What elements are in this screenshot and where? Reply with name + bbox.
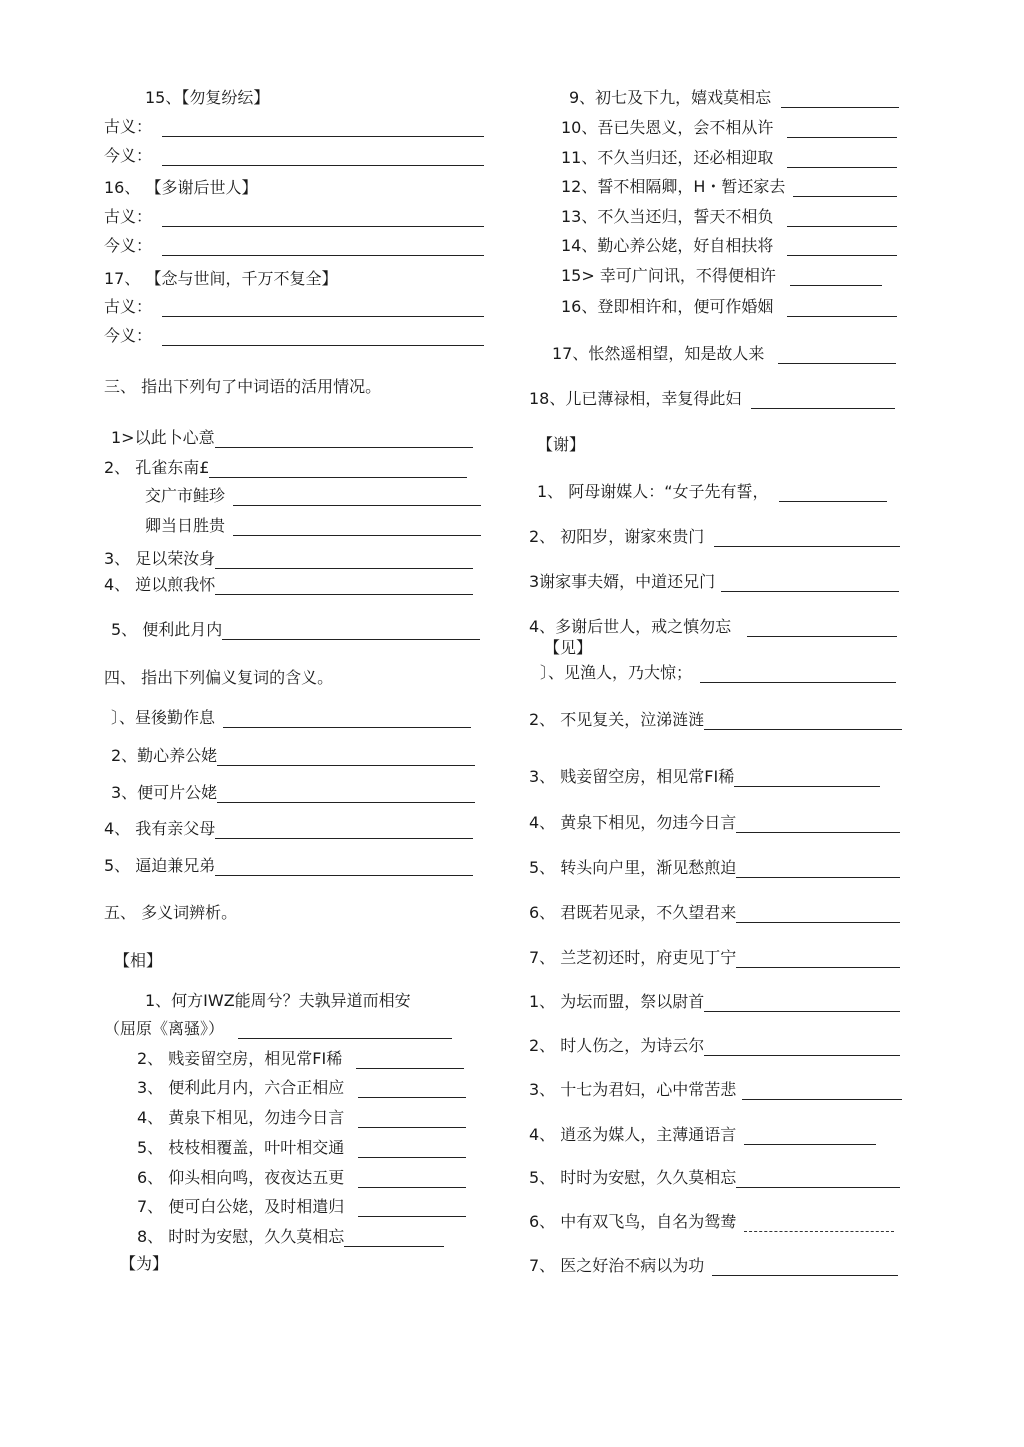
section-heading: 三、 指出下列句了中词语的活用情况。 xyxy=(104,377,382,396)
left-line xyxy=(104,903,237,923)
ancient-meaning-label: 古义： xyxy=(104,207,153,226)
vocab-item-heading: 15、【勿复纷纭】 xyxy=(145,88,270,107)
left-line xyxy=(104,269,337,289)
question-text: 2、 贱妾留空房，相见常FI稀 xyxy=(137,1049,343,1068)
question-text: 11、不久当归还，还必相迎取 xyxy=(561,148,774,167)
left-line xyxy=(111,746,475,766)
modern-meaning-label: 今义： xyxy=(104,146,153,165)
answer-blank[interactable] xyxy=(721,575,899,592)
left-line xyxy=(104,236,484,256)
answer-blank[interactable] xyxy=(222,623,480,640)
right-line xyxy=(561,177,897,197)
question-text: 8、 时时为安慰，久久莫相忘 xyxy=(137,1227,345,1246)
left-line xyxy=(120,1254,168,1274)
answer-blank[interactable] xyxy=(736,816,900,833)
left-line xyxy=(137,1078,466,1098)
question-text: 2、勤心养公姥 xyxy=(111,746,218,765)
section-heading: 五、 多义词辨析。 xyxy=(104,903,238,922)
question-text: 7、 兰芝初还时，府吏见丁宁 xyxy=(529,948,737,967)
answer-blank[interactable] xyxy=(358,1200,466,1217)
left-line xyxy=(104,326,484,346)
answer-blank[interactable] xyxy=(751,392,895,409)
left-line xyxy=(104,117,484,137)
left-line xyxy=(104,207,484,227)
modern-meaning-label: 今义： xyxy=(104,326,153,345)
left-line xyxy=(137,1168,466,1188)
question-text: 4、 逆以煎我怀 xyxy=(104,575,216,594)
question-text: 1>以此卜心意 xyxy=(111,428,215,447)
answer-blank[interactable] xyxy=(742,1083,902,1100)
question-text: 3、 足以荣汝身 xyxy=(104,549,216,568)
right-line xyxy=(529,1036,900,1056)
question-text: 2、 孔雀东南£ xyxy=(104,458,210,477)
question-text: 1、何方IWZ能周兮？夫孰异道而相安 xyxy=(145,991,411,1010)
left-line xyxy=(145,88,269,108)
answer-blank[interactable] xyxy=(747,620,897,637)
answer-blank[interactable] xyxy=(787,151,897,168)
right-line xyxy=(529,527,900,547)
right-line xyxy=(529,710,902,730)
answer-blank[interactable] xyxy=(781,91,899,108)
right-line xyxy=(529,1212,894,1232)
question-text: 15> 幸可广问讯，不得便相许 xyxy=(561,266,776,285)
left-line xyxy=(145,991,411,1011)
left-line xyxy=(104,856,473,876)
right-line xyxy=(561,118,897,138)
left-line xyxy=(111,783,475,803)
answer-blank[interactable] xyxy=(162,300,484,317)
answer-blank[interactable] xyxy=(704,1039,900,1056)
question-text: 卿当日胜贵 xyxy=(145,516,226,535)
question-text: 6、 仰头相向鸣，夜夜达五更 xyxy=(137,1168,345,1187)
answer-blank[interactable] xyxy=(233,519,481,536)
question-text: 4、多谢后世人，戒之慎勿忘 xyxy=(529,617,732,636)
answer-blank[interactable] xyxy=(787,210,897,227)
question-text: 4、 我有亲父母 xyxy=(104,819,216,838)
right-line xyxy=(537,435,585,455)
section-heading: 四、 指出下列偏义复词的含义。 xyxy=(104,668,334,687)
question-text: 1、 阿母谢媒人：“女子先有誓， xyxy=(537,482,769,501)
answer-blank[interactable] xyxy=(344,1230,444,1247)
question-text: 4、 黄泉下相见，勿违今日言 xyxy=(137,1108,345,1127)
right-line xyxy=(569,88,899,108)
right-line xyxy=(561,266,882,286)
right-line xyxy=(529,767,880,787)
left-line xyxy=(104,549,473,569)
question-text: 9、初七及下九，嬉戏莫相忘 xyxy=(569,88,772,107)
left-line xyxy=(104,146,484,166)
left-line xyxy=(104,1019,452,1039)
right-line xyxy=(529,992,900,1012)
answer-blank[interactable] xyxy=(736,951,900,968)
answer-blank[interactable] xyxy=(736,1171,900,1188)
answer-blank[interactable] xyxy=(217,786,475,803)
right-line xyxy=(561,297,897,317)
question-text: 3、 贱妾留空房，相见常FI稀 xyxy=(529,767,735,786)
right-line xyxy=(529,617,897,637)
answer-blank[interactable] xyxy=(162,210,484,227)
right-line xyxy=(540,663,896,683)
answer-blank[interactable] xyxy=(356,1052,464,1069)
answer-blank[interactable] xyxy=(700,666,896,683)
answer-blank[interactable] xyxy=(215,859,473,876)
subsection-heading: 【为】 xyxy=(120,1254,169,1273)
question-text: 17、怅然遥相望，知是故人来 xyxy=(552,344,765,363)
question-text: 3、 便利此月内，六合正相应 xyxy=(137,1078,345,1097)
question-text: 2、 时人伤之，为诗云尔 xyxy=(529,1036,705,1055)
question-text: 7、 医之好治不病以为功 xyxy=(529,1256,705,1275)
left-line xyxy=(111,620,480,640)
answer-blank[interactable] xyxy=(162,329,484,346)
subsection-heading: 【相】 xyxy=(114,951,163,970)
question-text: 〕、见渔人，乃大惊； xyxy=(540,663,693,682)
subsection-heading: 【谢】 xyxy=(537,435,586,454)
question-text: 5、 便利此月内 xyxy=(111,620,223,639)
right-line xyxy=(529,903,900,923)
answer-blank[interactable] xyxy=(734,770,880,787)
right-line xyxy=(561,236,897,256)
answer-blank[interactable] xyxy=(793,180,897,197)
question-text: 7、 便可白公姥，及时相遣归 xyxy=(137,1197,345,1216)
answer-blank[interactable] xyxy=(787,121,897,138)
left-line xyxy=(114,951,162,971)
question-text: 5、 时时为安慰，久久莫相忘 xyxy=(529,1168,737,1187)
answer-blank[interactable] xyxy=(787,300,897,317)
question-text: 3、便可片公姥 xyxy=(111,783,218,802)
answer-blank[interactable] xyxy=(704,713,902,730)
subsection-heading: 【见】 xyxy=(544,638,593,657)
right-line xyxy=(529,1168,900,1188)
right-line xyxy=(529,1125,876,1145)
question-text: 13、不久当还归，誓天不相负 xyxy=(561,207,774,226)
answer-blank[interactable] xyxy=(714,530,900,547)
left-line xyxy=(104,575,473,595)
left-line xyxy=(104,819,473,839)
answer-blank[interactable] xyxy=(238,1022,452,1039)
question-text: 2、 初阳岁，谢家來贵门 xyxy=(529,527,705,546)
question-text: 3、 十七为君妇，心中常苦悲 xyxy=(529,1080,737,1099)
right-line xyxy=(529,1256,898,1276)
right-line xyxy=(529,572,899,592)
left-line xyxy=(137,1197,466,1217)
right-line xyxy=(537,482,887,502)
right-line xyxy=(529,858,900,878)
answer-blank[interactable] xyxy=(162,120,484,137)
question-text: 5、 逼迫兼兄弟 xyxy=(104,856,216,875)
vocab-item-heading: 17、 【念与世间，千万不复全】 xyxy=(104,269,338,288)
right-line xyxy=(529,813,900,833)
left-line xyxy=(145,516,481,536)
answer-blank[interactable] xyxy=(209,461,467,478)
question-text: 交广市鲑珍 xyxy=(145,486,226,505)
left-line xyxy=(137,1138,466,1158)
vocab-item-heading: 16、 【多谢后世人】 xyxy=(104,178,258,197)
answer-blank[interactable] xyxy=(358,1111,466,1128)
question-text: 1、 为坛而盟，祭以尉首 xyxy=(529,992,705,1011)
left-line xyxy=(137,1049,464,1069)
question-text: 〕、昼後勤作息 xyxy=(111,708,216,727)
left-line xyxy=(104,297,484,317)
answer-blank[interactable] xyxy=(162,239,484,256)
left-line xyxy=(111,428,473,448)
question-text: （屈原《离骚》） xyxy=(104,1019,225,1038)
question-text: 4、 黄泉下相见，勿违今日言 xyxy=(529,813,737,832)
answer-blank[interactable] xyxy=(162,149,484,166)
answer-blank[interactable] xyxy=(223,711,471,728)
answer-blank[interactable] xyxy=(790,269,882,286)
left-line xyxy=(104,377,381,397)
answer-blank[interactable] xyxy=(215,552,473,569)
answer-blank[interactable] xyxy=(215,822,473,839)
answer-blank[interactable] xyxy=(744,1215,894,1232)
right-line xyxy=(529,389,895,409)
left-line xyxy=(145,486,481,506)
question-text: 5、 转头向户里，渐见愁煎迫 xyxy=(529,858,737,877)
left-line xyxy=(104,458,467,478)
answer-blank[interactable] xyxy=(779,485,887,502)
right-line xyxy=(544,638,592,658)
right-line xyxy=(529,948,900,968)
question-text: 16、登即相许和，便可作婚姻 xyxy=(561,297,774,316)
answer-blank[interactable] xyxy=(358,1141,466,1158)
answer-blank[interactable] xyxy=(736,906,900,923)
answer-blank[interactable] xyxy=(358,1081,466,1098)
answer-blank[interactable] xyxy=(778,347,896,364)
left-line xyxy=(137,1227,444,1247)
question-text: 2、 不见复关，泣涕涟涟 xyxy=(529,710,705,729)
question-text: 6、 君既若见录，不久望君来 xyxy=(529,903,737,922)
answer-blank[interactable] xyxy=(787,239,897,256)
answer-blank[interactable] xyxy=(217,749,475,766)
question-text: 14、勤心养公姥，好自相扶将 xyxy=(561,236,774,255)
question-text: 4、 逍丞为媒人，主薄通语言 xyxy=(529,1125,737,1144)
right-line xyxy=(552,344,896,364)
answer-blank[interactable] xyxy=(744,1128,876,1145)
question-text: 3谢家事夫婿，中道还兄门 xyxy=(529,572,716,591)
right-line xyxy=(561,207,897,227)
question-text: 6、 中有双飞鸟，自名为鸳鸯 xyxy=(529,1212,737,1231)
ancient-meaning-label: 古义： xyxy=(104,117,153,136)
left-line xyxy=(111,708,471,728)
question-text: 18、儿已薄禄相，幸复得此妇 xyxy=(529,389,742,408)
answer-blank[interactable] xyxy=(712,1259,898,1276)
question-text: 10、吾已失恩义，会不相从许 xyxy=(561,118,774,137)
answer-blank[interactable] xyxy=(358,1171,466,1188)
left-line xyxy=(104,178,257,198)
left-line xyxy=(137,1108,466,1128)
question-text: 12、誓不相隔卿，H・暂还家去 xyxy=(561,177,786,196)
left-line xyxy=(104,668,333,688)
answer-blank[interactable] xyxy=(215,431,473,448)
right-line xyxy=(529,1080,902,1100)
ancient-meaning-label: 古义： xyxy=(104,297,153,316)
answer-blank[interactable] xyxy=(704,995,900,1012)
right-line xyxy=(561,148,897,168)
answer-blank[interactable] xyxy=(736,861,900,878)
answer-blank[interactable] xyxy=(215,578,473,595)
answer-blank[interactable] xyxy=(233,489,481,506)
modern-meaning-label: 今义： xyxy=(104,236,153,255)
question-text: 5、 枝枝相覆盖，叶叶相交通 xyxy=(137,1138,345,1157)
